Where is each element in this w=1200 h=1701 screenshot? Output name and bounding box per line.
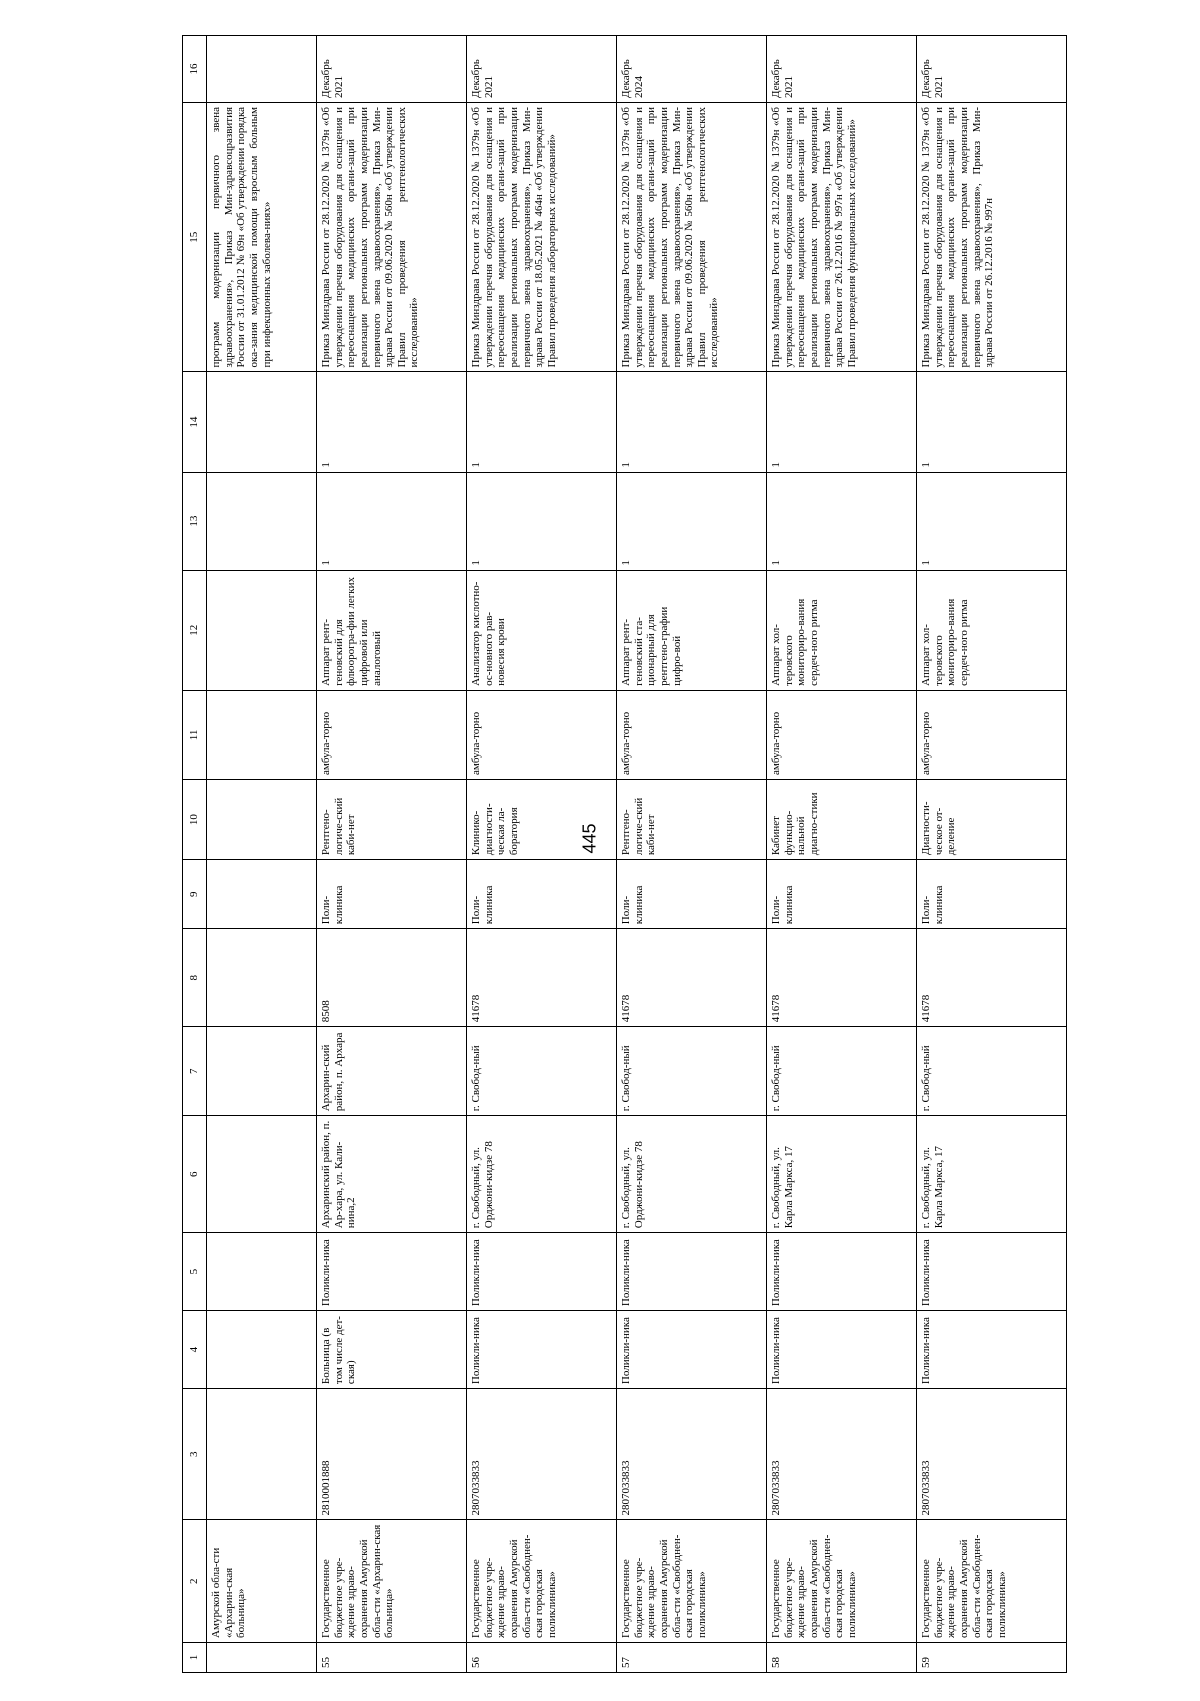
care-form: амбула-торно bbox=[467, 690, 617, 779]
legal-basis: Приказ Минздрава России от 28.12.2020 № 1379н «Об утверждении перечня оборудования для оснащения и переоснащения медицинских органи-заций при реализации региональных программ модернизации первичного звена здравоохранения», Приказ Мин-здрава России от 09.06.2020 № 560н «Об утверждении Правил проведения рентгенологических исследований» bbox=[317, 102, 467, 371]
inn: 2810001888 bbox=[317, 1389, 467, 1520]
row-number: 57 bbox=[617, 1642, 767, 1672]
subdivision: Поли-клиника bbox=[317, 860, 467, 929]
deadline: Декабрь 2021 bbox=[467, 36, 617, 103]
legal-basis: Приказ Минздрава России от 28.12.2020 № 1379н «Об утверждении перечня оборудования для оснащения и переоснащения медицинских органи-заций при реализации региональных программ модернизации первичного звена здравоохранения», Приказ Мин-здрава России от 18.05.2021 № 464н «Об утверждении Правил проведения лабораторных исследований» bbox=[467, 102, 617, 371]
deadline: Декабрь 2021 bbox=[767, 36, 917, 103]
deadline: Декабрь 2021 bbox=[317, 36, 467, 103]
department: Клинико-диагности-ческая ла-боратория bbox=[467, 780, 617, 860]
table-row bbox=[317, 36, 467, 1673]
care-form: амбула-торно bbox=[317, 690, 467, 779]
quantity: 1 bbox=[917, 472, 1067, 570]
row-number: 58 bbox=[767, 1642, 917, 1672]
quantity: 1 bbox=[317, 472, 467, 570]
population: 41678 bbox=[617, 929, 767, 1027]
organization-type: Поликли-ника bbox=[617, 1311, 767, 1389]
table-cell bbox=[207, 1233, 317, 1311]
address: г. Свободный, ул. Карла Маркса, 17 bbox=[767, 1116, 917, 1233]
quantity: 1 bbox=[467, 372, 617, 472]
table-row bbox=[467, 36, 617, 1673]
row-number: 55 bbox=[317, 1642, 467, 1672]
table-cell bbox=[207, 780, 317, 860]
table-cell bbox=[207, 1642, 317, 1672]
inn: 2807033833 bbox=[917, 1389, 1067, 1520]
organization-name: Государственное бюджетное учре-ждение здраво-охранения Амурской обла-сти «Свободнен-ская городская поликлиника» bbox=[767, 1520, 917, 1642]
quantity: 1 bbox=[767, 372, 917, 472]
equipment-name: Аппарат хол-теровского мониториро-вания сердеч-ного ритма bbox=[767, 570, 917, 690]
table-cell: Амурской обла-сти «Архарин-ская больница» bbox=[207, 1520, 317, 1642]
address: г. Свободный, ул. Орджони-кидзе 78 bbox=[617, 1116, 767, 1233]
organization-type: Поликли-ника bbox=[767, 1311, 917, 1389]
table-cell bbox=[207, 1389, 317, 1520]
rotated-table-container bbox=[182, 35, 1072, 1673]
legal-basis: Приказ Минздрава России от 28.12.2020 № 1379н «Об утверждении перечня оборудования для оснащения и переоснащения медицинских органи-заций при реализации региональных программ модернизации первичного звена здравоохранения», Приказ Мин-здрава России от 26.12.2016 № 997н bbox=[917, 102, 1067, 371]
table-cell bbox=[207, 1311, 317, 1389]
locality: г. Свобод-ный bbox=[917, 1027, 1067, 1116]
population: 41678 bbox=[767, 929, 917, 1027]
table-cell bbox=[207, 690, 317, 779]
unit-type: Поликли-ника bbox=[767, 1233, 917, 1311]
col-header: 7 bbox=[183, 1027, 207, 1116]
quantity: 1 bbox=[767, 472, 917, 570]
inn: 2807033833 bbox=[467, 1389, 617, 1520]
table-cell bbox=[207, 36, 317, 103]
col-header: 14 bbox=[183, 372, 207, 472]
subdivision: Поли-клиника bbox=[467, 860, 617, 929]
department: Рентгено-логиче-ский каби-нет bbox=[317, 780, 467, 860]
col-header: 3 bbox=[183, 1389, 207, 1520]
deadline: Декабрь 2021 bbox=[917, 36, 1067, 103]
organization-name: Государственное бюджетное учре-ждение здраво-охранения Амурской обла-сти «Свободнен-ская городская поликлиника» bbox=[617, 1520, 767, 1642]
table-row bbox=[767, 36, 917, 1673]
locality: г. Свобод-ный bbox=[617, 1027, 767, 1116]
table-cell: программ модернизации первичного звена здравоохранения», Приказ Мин-здравсоцразвития России от 31.01.2012 № 69н «Об утверждении порядка ока-зания медицинской помощи взрослым больным при инфекционных заболева-ниях» bbox=[207, 102, 317, 371]
equipment-table bbox=[182, 35, 1067, 1673]
organization-name: Государственное бюджетное учре-ждение здраво-охранения Амурской обла-сти «Архарин-ская больница» bbox=[317, 1520, 467, 1642]
quantity: 1 bbox=[617, 472, 767, 570]
address: г. Свободный, ул. Орджони-кидзе 78 bbox=[467, 1116, 617, 1233]
deadline: Декабрь 2024 bbox=[617, 36, 767, 103]
quantity: 1 bbox=[917, 372, 1067, 472]
col-header: 16 bbox=[183, 36, 207, 103]
organization-name: Государственное бюджетное учре-ждение здраво-охранения Амурской обла-сти «Свободнен-ская городская поликлиника» bbox=[917, 1520, 1067, 1642]
organization-type: Поликли-ника bbox=[467, 1311, 617, 1389]
col-header: 5 bbox=[183, 1233, 207, 1311]
unit-type: Поликли-ника bbox=[317, 1233, 467, 1311]
continuation-row bbox=[207, 36, 317, 1673]
department: Рентгено-логиче-ский каби-нет bbox=[617, 780, 767, 860]
quantity: 1 bbox=[617, 372, 767, 472]
care-form: амбула-торно bbox=[767, 690, 917, 779]
department: Кабинет функцио-нальной диагно-стики bbox=[767, 780, 917, 860]
col-header: 12 bbox=[183, 570, 207, 690]
table-row bbox=[617, 36, 767, 1673]
equipment-name: Аппарат рент-геновский ста-ционарный для рентгено-графии цифро-вой bbox=[617, 570, 767, 690]
address: г. Свободный, ул. Карла Маркса, 17 bbox=[917, 1116, 1067, 1233]
col-header: 4 bbox=[183, 1311, 207, 1389]
organization-type: Поликли-ника bbox=[917, 1311, 1067, 1389]
care-form: амбула-торно bbox=[917, 690, 1067, 779]
page-number: 445 bbox=[579, 823, 600, 854]
row-number: 56 bbox=[467, 1642, 617, 1672]
population: 41678 bbox=[467, 929, 617, 1027]
legal-basis: Приказ Минздрава России от 28.12.2020 № 1379н «Об утверждении перечня оборудования для оснащения и переоснащения медицинских органи-заций при реализации региональных программ модернизации первичного звена здравоохранения», Приказ Мин-здрава России от 26.12.2016 № 997н «Об утверждении Правил проведения функциональных исследований» bbox=[767, 102, 917, 371]
table-cell bbox=[207, 472, 317, 570]
subdivision: Поли-клиника bbox=[767, 860, 917, 929]
inn: 2807033833 bbox=[617, 1389, 767, 1520]
quantity: 1 bbox=[317, 372, 467, 472]
unit-type: Поликли-ника bbox=[467, 1233, 617, 1311]
population: 41678 bbox=[917, 929, 1067, 1027]
col-header: 9 bbox=[183, 860, 207, 929]
table-cell bbox=[207, 1116, 317, 1233]
organization-name: Государственное бюджетное учре-ждение здраво-охранения Амурской обла-сти «Свободнен-ская городская поликлиника» bbox=[467, 1520, 617, 1642]
inn: 2807033833 bbox=[767, 1389, 917, 1520]
col-header: 2 bbox=[183, 1520, 207, 1642]
locality: г. Свобод-ный bbox=[767, 1027, 917, 1116]
locality: Архарин-ский район, п. Архара bbox=[317, 1027, 467, 1116]
col-header: 15 bbox=[183, 102, 207, 371]
equipment-name: Аппарат рент-геновский для флюорогра-фии легких цифровой или аналоговый bbox=[317, 570, 467, 690]
equipment-name: Аппарат хол-теровского мониториро-вания сердеч-ного ритма bbox=[917, 570, 1067, 690]
table-cell bbox=[207, 1027, 317, 1116]
care-form: амбула-торно bbox=[617, 690, 767, 779]
col-header: 10 bbox=[183, 780, 207, 860]
address: Архаринский район, п. Ар-хара, ул. Кали-нина,2 bbox=[317, 1116, 467, 1233]
subdivision: Поли-клиника bbox=[617, 860, 767, 929]
department: Диагности-ческое от-деление bbox=[917, 780, 1067, 860]
equipment-name: Анализатор кислотно-ос-новного рав-новесия крови bbox=[467, 570, 617, 690]
population: 8508 bbox=[317, 929, 467, 1027]
header-row bbox=[183, 36, 207, 1673]
col-header: 8 bbox=[183, 929, 207, 1027]
unit-type: Поликли-ника bbox=[917, 1233, 1067, 1311]
col-header: 1 bbox=[183, 1642, 207, 1672]
unit-type: Поликли-ника bbox=[617, 1233, 767, 1311]
col-header: 13 bbox=[183, 472, 207, 570]
col-header: 6 bbox=[183, 1116, 207, 1233]
legal-basis: Приказ Минздрава России от 28.12.2020 № 1379н «Об утверждении перечня оборудования для оснащения и переоснащения медицинских органи-заций при реализации региональных программ модернизации первичного звена здравоохранения», Приказ Мин-здрава России от 09.06.2020 № 560н «Об утверждении Правил проведения рентгенологических исследований» bbox=[617, 102, 767, 371]
quantity: 1 bbox=[467, 472, 617, 570]
locality: г. Свобод-ный bbox=[467, 1027, 617, 1116]
col-header: 11 bbox=[183, 690, 207, 779]
table-cell bbox=[207, 570, 317, 690]
subdivision: Поли-клиника bbox=[917, 860, 1067, 929]
organization-type: Больница (в том числе дет-ская) bbox=[317, 1311, 467, 1389]
table-cell bbox=[207, 372, 317, 472]
table-cell bbox=[207, 929, 317, 1027]
table-cell bbox=[207, 860, 317, 929]
row-number: 59 bbox=[917, 1642, 1067, 1672]
table-row bbox=[917, 36, 1067, 1673]
